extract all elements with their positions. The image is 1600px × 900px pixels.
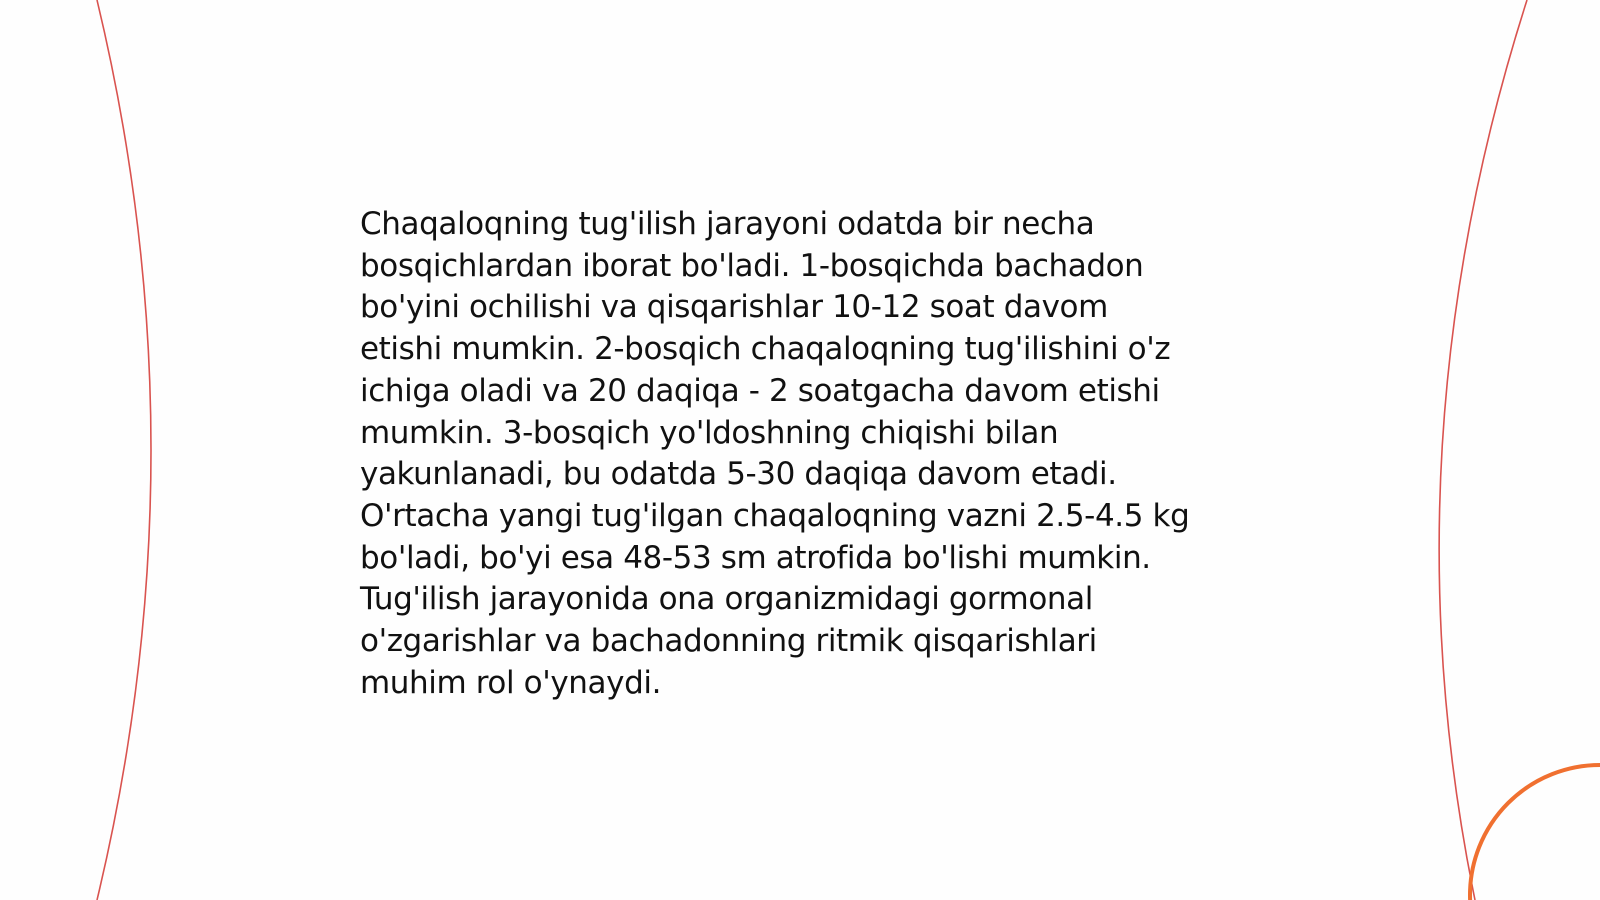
paragraph-line: ichiga oladi va 20 daqiqa - 2 soatgacha davom etishi (360, 372, 1160, 409)
paragraph-line: yakunlanadi, bu odatda 5-30 daqiqa davom etadi. (360, 456, 1117, 493)
paragraph-line: bo'ladi, bo'yi esa 48-53 sm atrofida bo'lishi mumkin. (360, 539, 1151, 576)
paragraph-line: mumkin. 3-bosqich yo'ldoshning chiqishi bilan (360, 414, 1059, 451)
paragraph-line: Chaqaloqning tug'ilish jarayoni odatda bir necha (360, 206, 1095, 242)
orange-circle (1470, 765, 1600, 900)
paragraph-line: Tug'ilish jarayonida ona organizmidagi gormonal (360, 581, 1093, 618)
paragraph-line: o'zgarishlar va bachadonning ritmik qisqarishlari (360, 623, 1097, 660)
paragraph-line: O'rtacha yangi tug'ilgan chaqaloqning vazni 2.5-4.5 kg (360, 497, 1190, 534)
paragraph-line: bo'yini ochilishi va qisqarishlar 10-12 soat davom (360, 289, 1108, 326)
paragraph-line: bosqichlardan iborat bo'ladi. 1-bosqichda bachadon (360, 247, 1144, 284)
paragraph-line: etishi mumkin. 2-bosqich chaqaloqning tug'ilishini o'z (360, 331, 1171, 368)
right-curve (1439, 0, 1527, 900)
paragraph-line: muhim rol o'ynaydi. (360, 664, 662, 701)
left-curve (97, 0, 151, 900)
body-paragraph (360, 204, 1260, 704)
